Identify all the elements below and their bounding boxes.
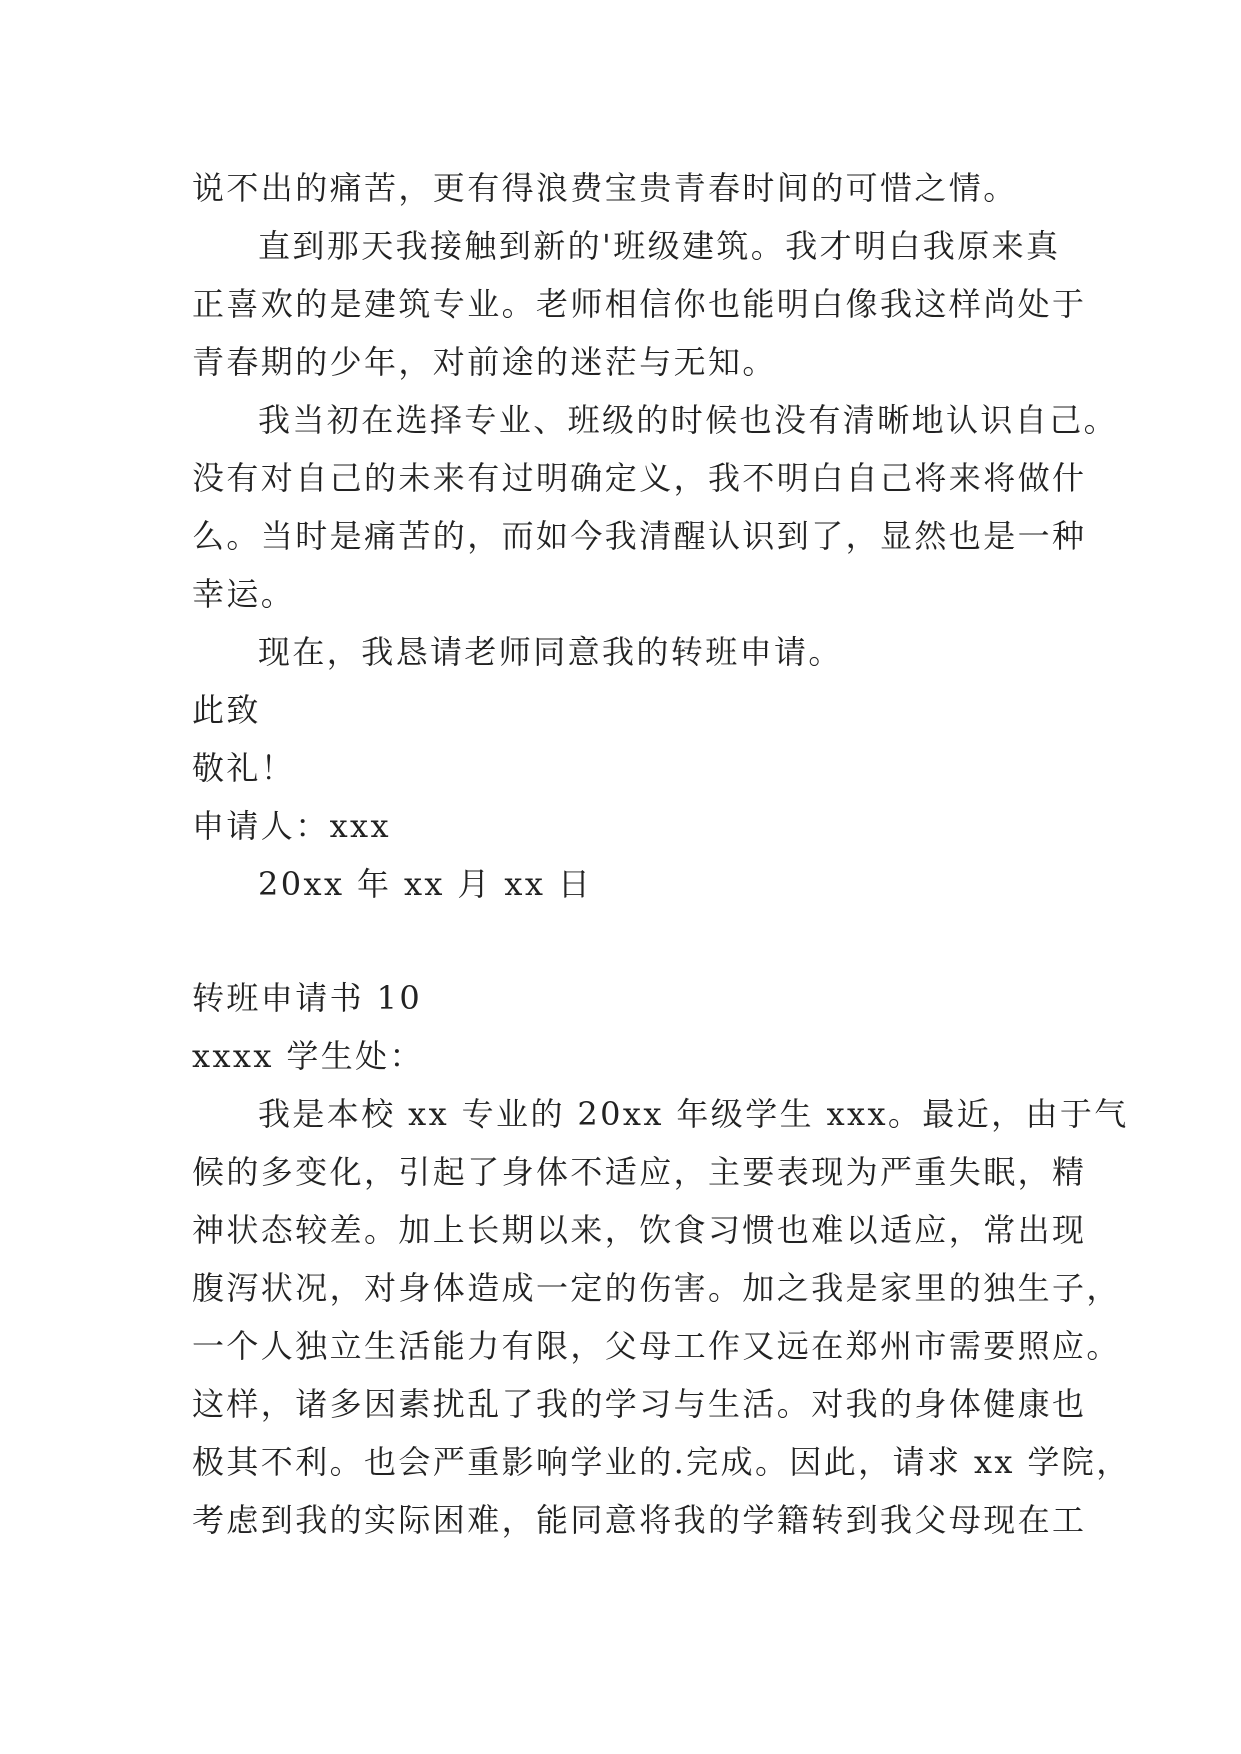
text-line: 幸运。 xyxy=(192,575,296,613)
text-line: 候的多变化，引起了身体不适应，主要表现为严重失眠，精 xyxy=(192,1153,1087,1191)
text-line: 没有对自己的未来有过明确定义，我不明白自己将来将做什 xyxy=(192,459,1087,497)
date-line: 20xx 年 xx 月 xx 日 xyxy=(258,865,593,903)
paragraph-start-line: 我当初在选择专业、班级的时候也没有清晰地认识自己。 xyxy=(258,401,1119,439)
text-line: 这样，诸多因素扰乱了我的学习与生活。对我的身体健康也 xyxy=(192,1385,1087,1423)
section-title: 转班申请书 10 xyxy=(192,979,423,1017)
text-line: 么。当时是痛苦的，而如今我清醒认识到了，显然也是一种 xyxy=(192,517,1087,555)
recipient-line: xxxx 学生处： xyxy=(192,1037,424,1075)
applicant-line: 申请人：xxx xyxy=(192,807,391,845)
text-line: 腹泻状况，对身体造成一定的伤害。加之我是家里的独生子， xyxy=(192,1269,1121,1307)
paragraph-start-line: 直到那天我接触到新的'班级建筑。我才明白我原来真 xyxy=(258,227,1061,265)
paragraph-start-line: 我是本校 xx 专业的 20xx 年级学生 xxx。最近，由于气 xyxy=(258,1095,1129,1133)
text-line: 青春期的少年，对前途的迷茫与无知。 xyxy=(192,343,777,381)
text-line: 极其不利。也会严重影响学业的.完成。因此，请求 xx 学院， xyxy=(192,1443,1131,1481)
text-line: 神状态较差。加上长期以来，饮食习惯也难以适应，常出现 xyxy=(192,1211,1087,1249)
text-line: 说不出的痛苦，更有得浪费宝贵青春时间的可惜之情。 xyxy=(192,169,1018,207)
paragraph-start-line: 现在，我恳请老师同意我的转班申请。 xyxy=(258,633,843,671)
text-line: 一个人独立生活能力有限，父母工作又远在郑州市需要照应。 xyxy=(192,1327,1121,1365)
closing-line: 此致 xyxy=(192,691,261,729)
salutation-line: 敬礼！ xyxy=(192,749,296,787)
text-line: 正喜欢的是建筑专业。老师相信你也能明白像我这样尚处于 xyxy=(192,285,1087,323)
text-line: 考虑到我的实际困难，能同意将我的学籍转到我父母现在工 xyxy=(192,1501,1087,1539)
